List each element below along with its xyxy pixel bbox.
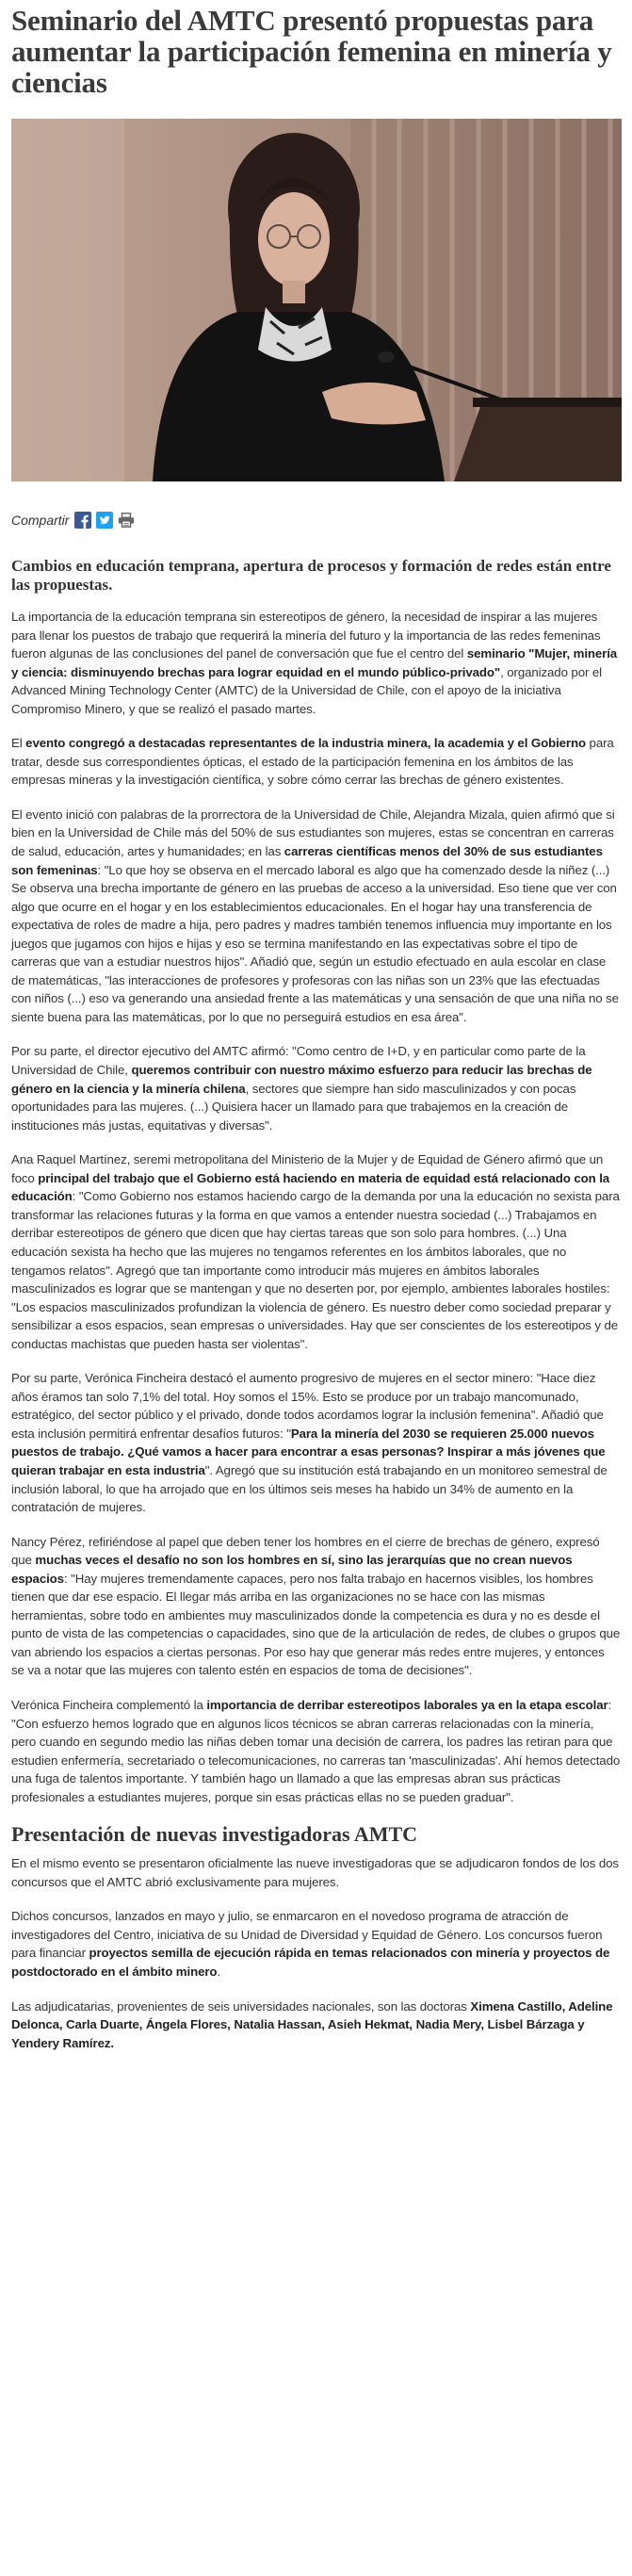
section-title-investigadoras: Presentación de nuevas investigadoras AMTC [11,1822,418,1847]
print-icon[interactable] [118,512,135,529]
share-label: Compartir [11,513,70,528]
paragraph-5: Ana Raquel Martínez, seremi metropolitana del Ministerio de la Mujer y de Equidad de Género afirmó que un foco principal del trabajo que el Gobierno está haciendo en materia de equidad está relacionado con la educación: "Como Gobierno nos estamos haciendo cargo de la demanda por una la educación no sexista para transformar las relaciones futuras y la forma en que vamos a entender nuestra sociedad (...) Trabajamos en derribar estereotipos de género que dicen que hay ciertas tareas que son solo para hombres. (...) Una educación sexista ha hecho que las mujeres no tengamos referentes en los ámbitos laborales, que no tengamos relatos". Agregó que tan importante como introducir más mujeres en ámbitos laborales masculinizados es lograr que se mantengan y que no deserten por, por ejemplo, ambientes laborales hostiles: "Los espacios masculinizados profundizan la violencia de género. Es nuestro deber como sociedad preparar y sensibilizar a esos espacios, sean empresas o universidades. Hay que ser conscientes de los estereotipos y de conductas machistas que pueden hasta ser violentas". [11,1152,620,1351]
paragraph-2: El evento congregó a destacadas representantes de la industria minera, la academia y el Gobierno para tratar, desde sus correspondientes ópticas, el estado de la participación femenina en los ámbitos de las empresas mineras y la investigación científica, y sobre cómo cerrar las brechas de género existentes. [11,736,614,788]
article-title: Seminario del AMTC presentó propuestas para aumentar la participación femenina en minería y ciencias [11,4,612,99]
paragraph-4: Por su parte, el director ejecutivo del AMTC afirmó: "Como centro de I+D, y en particular como parte de la Universidad de Chile, queremos contribuir con nuestro máximo esfuerzo para reducir las brechas de género en la ciencia y la minería chilena, sectores que siempre han sido masculinizados y con pocas oportunidades para las mujeres. (...) Quisiera hacer un llamado para que trabajemos en la creación de instituciones más justas, equitativas y diversas". [11,1044,592,1133]
paragraph-8: Verónica Fincheira complementó la importancia de derribar estereotipos laborales ya en la etapa escolar: "Con esfuerzo hemos logrado que en algunos licos técnicos se abran carreras relacionadas con la minería, pero cuando en segundo medio las niñas deben tomar una decisión de carrera, los padres las retiran para que estudien enfermería, secretariado o telecomunicaciones, no carreras tan 'masculinizadas'. Ahí hemos detectado una fuga de talentos importante. Y también hago un llamado a que las empresas abran sus prácticas profesionales a estudiantes mujeres, porque sin esas prácticas ellas no se pueden graduar". [11,1697,621,1804]
twitter-icon[interactable] [96,512,113,529]
paragraph-9: En el mismo evento se presentaron oficialmente las nueve investigadoras que se adjudicaron fondos de los dos concursos que el AMTC abrió exclusivamente para mujeres. [11,1856,619,1889]
paragraph-6: Por su parte, Verónica Fincheira destacó el aumento progresivo de mujeres en el sector minero: "Hace diez años éramos tan solo 7,1% del total. Hoy somos el 15%. Esto se produce por un trabajo mancomunado, estratégico, del sector público y el privado, donde todos acordamos lograr la inclusión femenina". Añadió que esta inclusión permitirá enfrentar desafíos futuros: "Para la minería del 2030 se requieren 25.000 nuevos puestos de trabajo. ¿Qué vamos a hacer para encontrar a esas personas? Inspirar a más jóvenes que quieran trabajar en esta industria". Agregó que su institución está trabajando en un monitoreo semestral de inclusión laboral, lo que ha arrojado que en los últimos seis meses ha habido un 34% de aumento en la contratación de mujeres. [11,1371,608,1515]
share-bar [11,510,621,530]
article-subtitle: Cambios en educación temprana, apertura de procesos y formación de redes están entre las propuestas. [11,557,611,594]
paragraph-7: Nancy Pérez, refiriéndose al papel que deben tener los hombres en el cierre de brechas de género, expresó que muchas veces el desafío no son los hombres en sí, sino las jerarquías que no crean nuevos espacios: "Hay mujeres tremendamente capaces, pero nos falta trabajo en hacernos visibles, los hombres tienen que dar ese espacio. El llegar más arriba en las organizaciones no se hace con las mismas herramientas, sobre todo en ambientes muy masculinizados donde la competencia es dura y no es desde el punto de vista de las competencias o capacidades, sino que de la articulación de redes, de clubes o grupos que van abriendo los espacios a ciertas personas. Por eso hay que generar más redes entre mujeres, y entonces se va a notar que las mujeres con talento estén en espacios de toma de decisiones". [11,1534,621,1678]
facebook-icon[interactable] [74,512,91,529]
paragraph-11: Las adjudicatarias, provenientes de seis universidades nacionales, son las doctoras Ximena Castillo, Adeline Delonca, Carla Duarte, Ángela Flores, Natalia Hassan, Asieh Hekmat, Nadia Mery, Lisbel Bárzaga y Yendery Ramírez. [11,1998,613,2050]
article-photo [11,119,622,481]
paragraph-1: La importancia de la educación temprana sin estereotipos de género, la necesidad de inspirar a las mujeres para llenar los puestos de trabajo que requerirá la minería del futuro y la importancia de las redes femeninas fueron algunas de las conclusiones del panel de conversación que fue el centro del seminario "Mujer, minería y ciencia: disminuyendo brechas para lograr equidad en el mundo público-privado", organizado por el Advanced Mining Technology Center (AMTC) de la Universidad de Chile, con el apoyo de la iniciativa Compromiso Minero, y que se realizó el pasado martes. [11,610,618,716]
paragraph-10: Dichos concursos, lanzados en mayo y julio, se enmarcaron en el novedoso programa de atracción de investigadores del Centro, iniciativa de su Unidad de Diversidad y Equidad de Género. Los concursos fueron para financiar proyectos semilla de ejecución rápida en temas relacionados con minería y proyectos de postdoctorado en el ámbito minero. [11,1909,610,1979]
paragraph-3: El evento inició con palabras de la prorrectora de la Universidad de Chile, Alejandra Mizala, quien afirmó que si bien en la Universidad de Chile más del 50% de sus estudiantes son mujeres, estas se concentran en carreras de salud, educación, artes y humanidades; en las carreras científicas menos del 30% de sus estudiantes son femeninas: "Lo que hoy se observa en el mercado laboral es algo que ha comenzado desde la niñez (...) Se observa una brecha importante de género en las pruebas de acceso a la universidad. Eso tiene que ver con algo que ocurre en el hogar y en los establecimientos educacionales. En el hogar hay una transferencia de expectativa de roles de madre a hija, pero padres y madres también tenemos influencia muy importante en los juegos que jugamos con hijos e hijas y eso se termina manifestando en las expectativas sobre el tipo de carreras que van a estudiar nuestros hijos". Añadió que, según un estudio efectuado en aula escolar en clase de matemáticas, "las interacciones de profesores y profesoras con las niñas son un 23% que las efectuadas con niños (...) eso va generando una ansiedad frente a las matemáticas y una sensación de que una niña no se siente buena para las matemáticas, por lo que no perseguirá estudios en esa área". [11,807,619,1024]
